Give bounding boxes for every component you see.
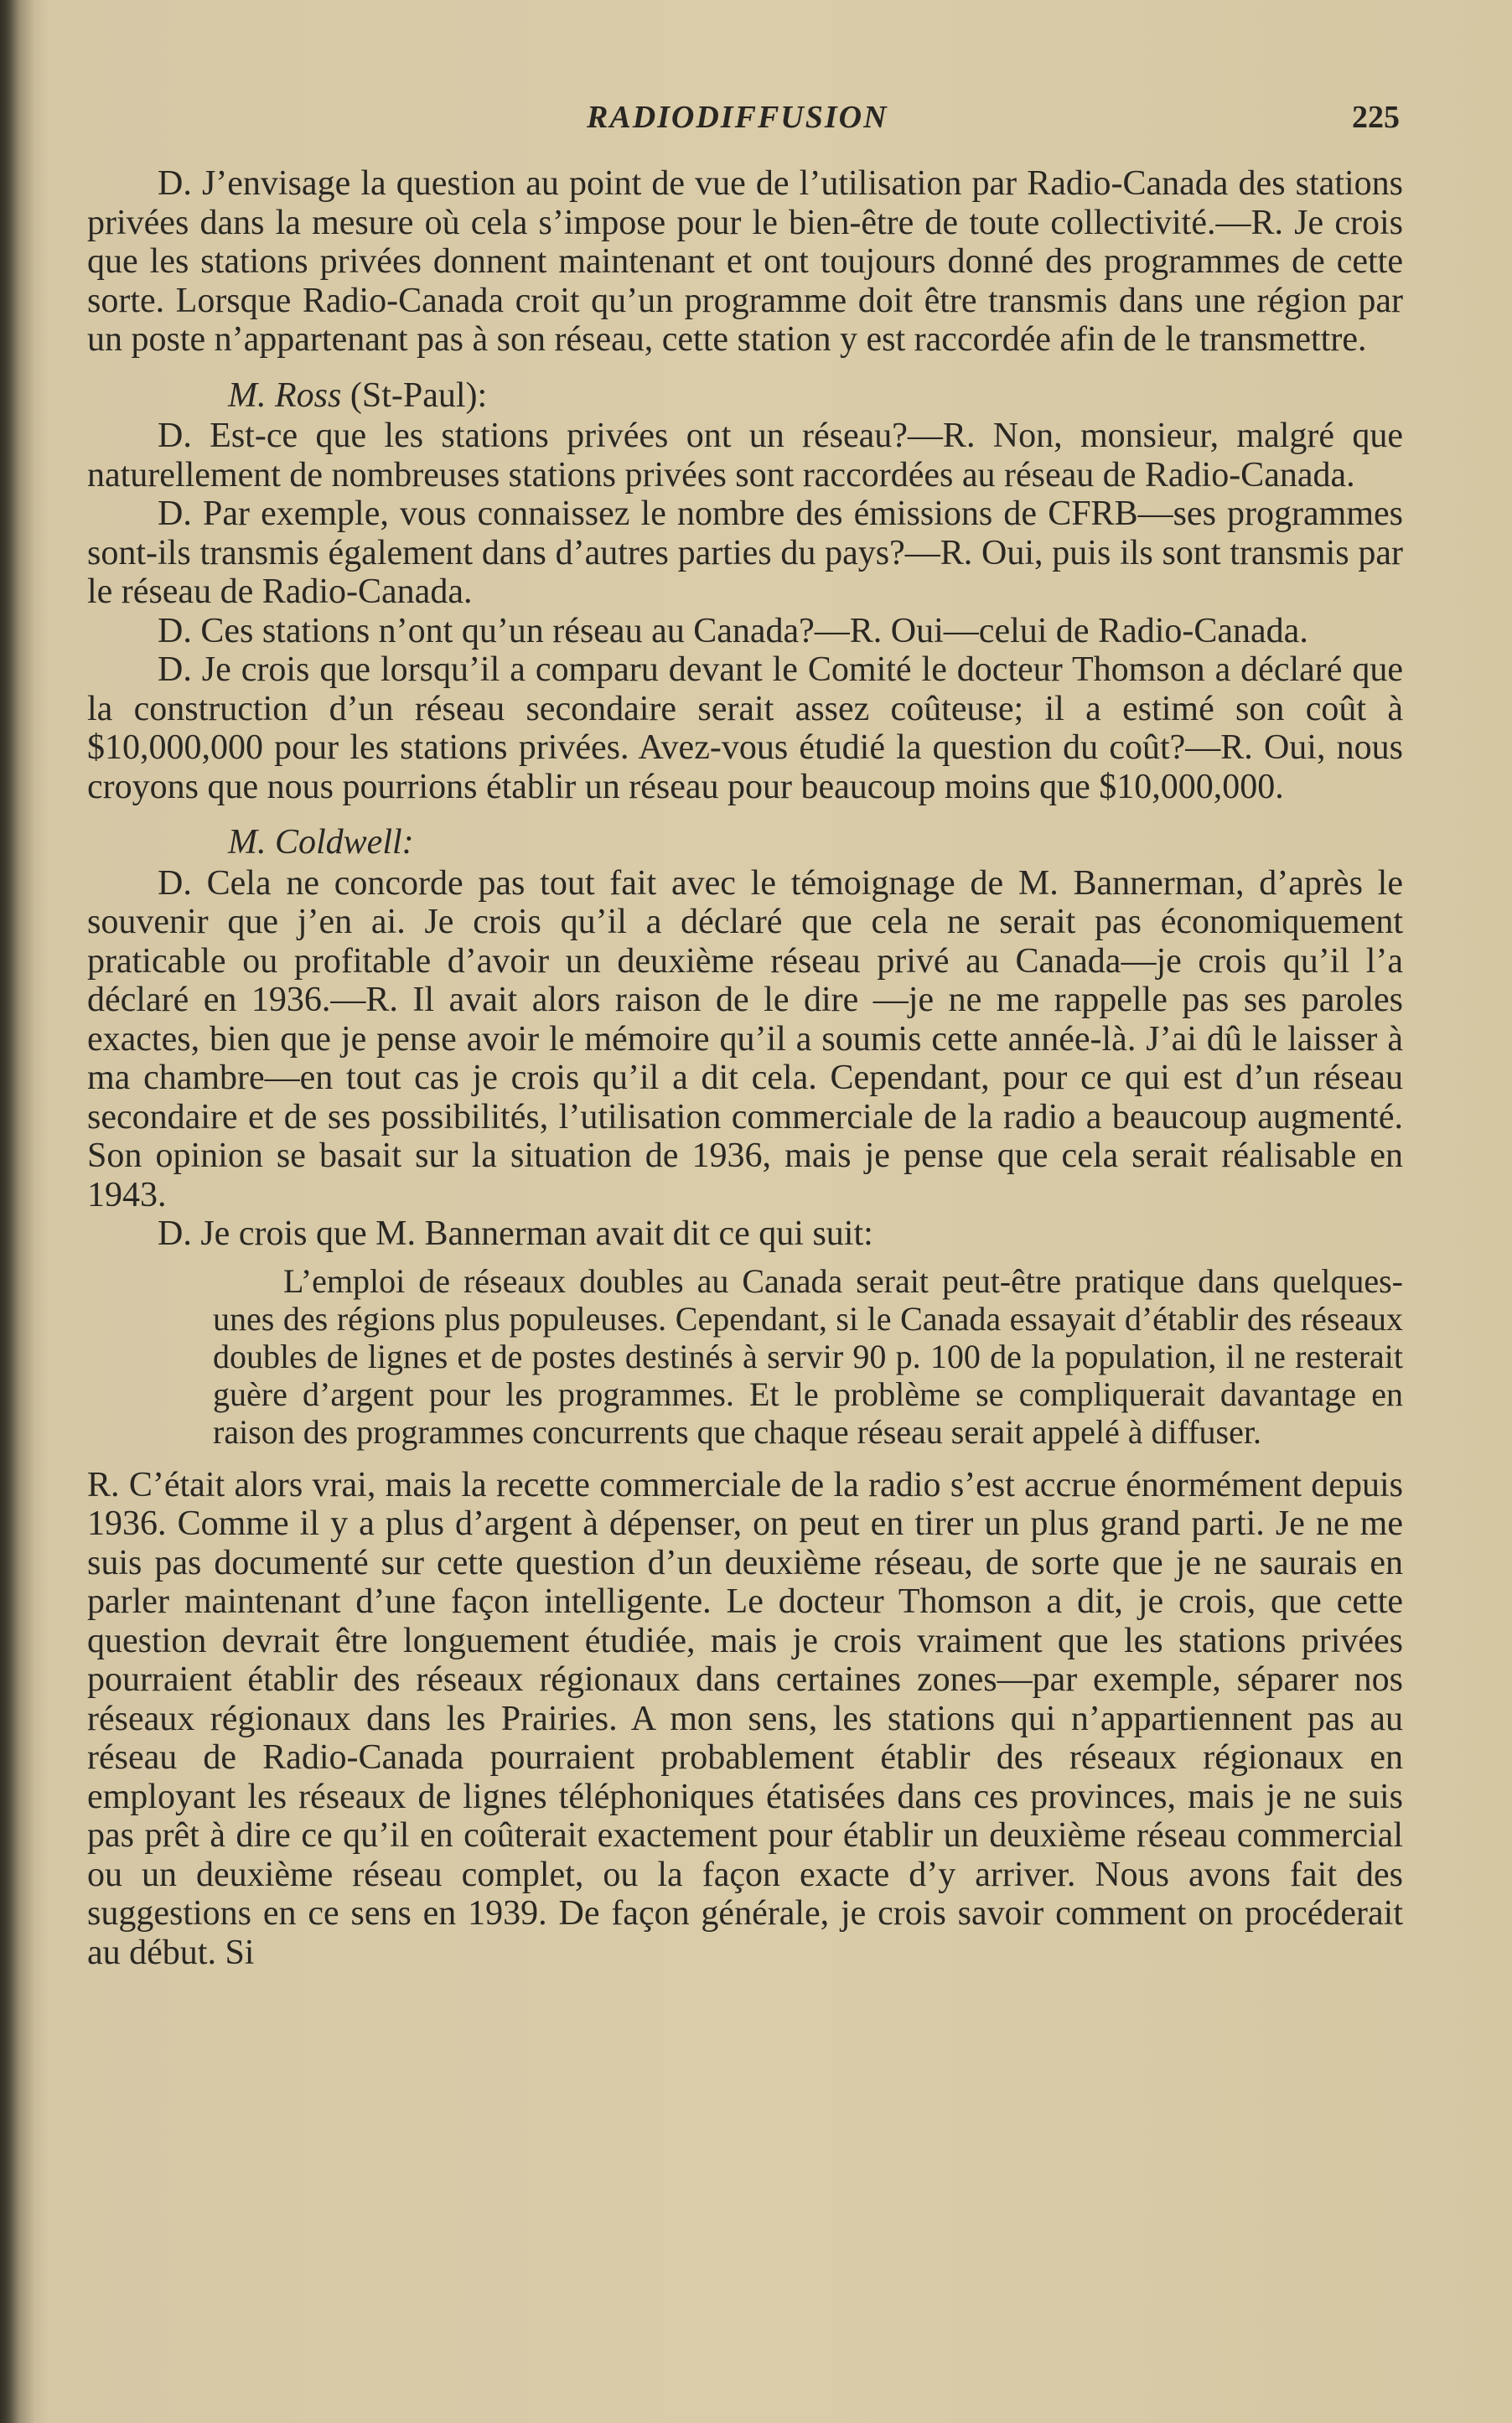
paragraph: D. Je crois que lorsqu’il a comparu devant le Comité le docteur Thomson a déclaré que la construction d’un réseau secondaire serait assez coûteuse; il a estimé son coût à $10,000,000 pour les stations privées. Avez-vous étudié la question du coût?—R. Oui, nous croyons que nous pourrions établir un réseau pour beaucoup moins que $10,000,000. xyxy=(87,650,1403,806)
running-title: RADIODIFFUSION xyxy=(587,100,888,135)
answer-paragraph: R. C’était alors vrai, mais la recette commerciale de la radio s’est accrue énormément depuis 1936. Comme il y a plus d’argent à dépenser, on peut en tirer un plus grand parti. Je ne me suis pas documenté sur cette question d’un deuxième réseau, de sorte que je ne saurais en parler maintenant d’une façon intelligente. Le docteur Thomson a dit, je crois, que cette question devrait être longuement étudiée, mais je crois vraiment que les stations privées pourraient établir des réseaux régionaux dans certaines zones—par exemple, séparer nos réseaux régionaux dans les Prairies. A mon sens, les stations qui n’appartiennent pas au réseau de Radio-Canada pourraient probablement établir des réseaux régionaux en employant les réseaux de lignes téléphoniques étatisées dans ces provinces, mais je ne suis pas prêt à dire ce qu’il en coûterait exactement pour établir un deuxième réseau commercial ou un deuxième réseau complet, ou la façon exacte d’y arriver. Nous avons fait des suggestions en ce sens en 1939. De façon générale, je crois savoir comment on procéderait au début. Si xyxy=(87,1465,1403,1972)
speaker-line xyxy=(87,823,1403,862)
page-header xyxy=(92,99,1400,139)
block-quote: L’emploi de réseaux doubles au Canada serait peut-être pratique dans quelques-unes des régions plus populeuses. Cependant, si le Canada essayait d’établir des réseaux doubles de lignes et de postes destinés à servir 90 p. 100 de la population, il ne resterait guère d’argent pour les programmes. Et le problème se compliquerait davantage en raison des programmes concurrents que chaque réseau serait appelé à diffuser. xyxy=(213,1261,1403,1451)
paragraph: D. Ces stations n’ont qu’un réseau au Canada?—R. Oui—celui de Radio-Canada. xyxy=(158,611,1308,650)
page-number: 225 xyxy=(1352,100,1400,135)
paragraph: D. Je crois que M. Bannerman avait dit ce qui suit: xyxy=(158,1214,873,1253)
paragraph: D. Est-ce que les stations privées ont un réseau?—R. Non, monsieur, malgré que naturellement de nombreuses stations privées sont raccordées au réseau de Radio-Canada. xyxy=(87,417,1403,494)
paragraph: D. Cela ne concorde pas tout fait avec le témoignage de M. Bannerman, d’après le souvenir que j’en ai. Je crois qu’il a déclaré que cela ne serait pas économiquement praticable ou profitable d’avoir un deuxième réseau privé au Canada—je crois qu’il l’a déclaré en 1936.—R. Il avait alors raison de le dire —je ne me rappelle pas ses paroles exactes, bien que je pense avoir le mémoire qu’il a soumis cette année-là. J’ai dû le laisser à ma chambre—en tout cas je crois qu’il a dit cela. Cependant, pour ce qui est d’un réseau secondaire et de ses possibilités, l’utilisation commerciale de la radio a beaucoup augmenté. Son opinion se basait sur la situation de 1936, mais je pense que cela serait réalisable en 1943. xyxy=(87,863,1403,1214)
speaker-constituency: (St-Paul): xyxy=(341,375,488,415)
paragraph: D. J’envisage la question au point de vue de l’utilisation par Radio-Canada des stations privées dans la mesure où cela s’impose pour le bien-être de toute collectivité.—R. Je crois que les stations privées donnent maintenant et ont toujours donné des programmes de cette sorte. Lorsque Radio-Canada croit qu’un programme doit être transmis dans une région par un poste n’appartenant pas à son réseau, cette station y est raccordée afin de le transmettre. xyxy=(87,164,1403,359)
binding-shadow xyxy=(0,0,35,2423)
page-body xyxy=(87,164,1403,1972)
speaker-line xyxy=(87,376,1403,416)
speaker-name: M. Ross xyxy=(228,375,342,415)
speaker-name: M. Coldwell: xyxy=(228,823,414,862)
paragraph: D. Par exemple, vous connaissez le nombre des émissions de CFRB—ses programmes sont-ils transmis également dans d’autres parties du pays?—R. Oui, puis ils sont transmis par le réseau de Radio-Canada. xyxy=(87,494,1403,611)
